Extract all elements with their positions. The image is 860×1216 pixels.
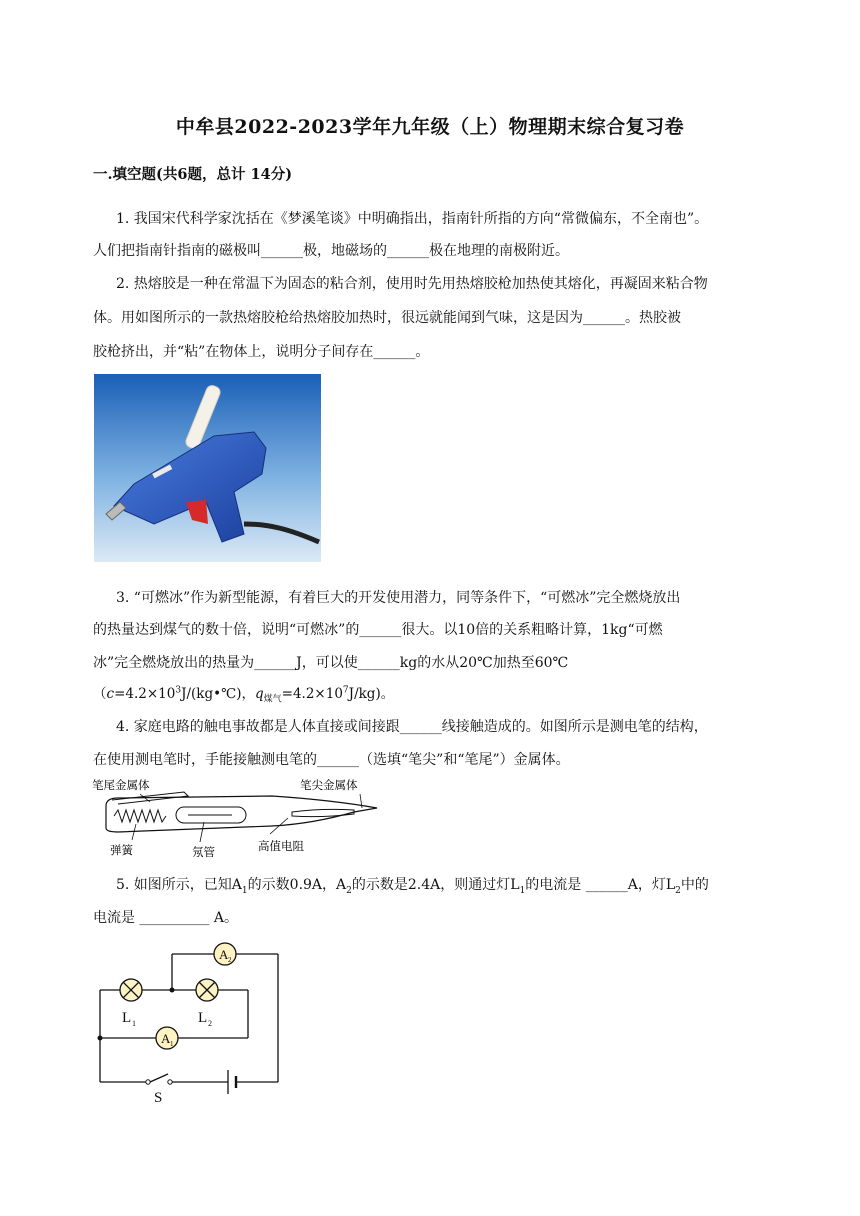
text-part: J/kg)。 (348, 686, 395, 702)
subscript: 2 (346, 885, 352, 896)
text-part: =4.2×10 (114, 686, 176, 702)
question-4-line-2: 在使用测电笔时，手能接触测电笔的______（选填“笔尖”和“笔尾”）金属体。 (93, 752, 570, 768)
text-part: J/(kg•℃)， (181, 686, 255, 702)
ammeter-a1-letter: A (161, 1031, 171, 1046)
switch-label: S (154, 1090, 163, 1106)
question-1-line-1: 1. 我国宋代科学家沈括在《梦溪笔谈》中明确指出，指南针所指的方向“常微偏东，不全南也”。 (116, 211, 709, 227)
question-2-line-1: 2. 热熔胶是一种在常温下为固态的粘合剂，使用时先用热熔胶枪加热使其熔化，再凝固来粘合物 (116, 276, 708, 292)
ammeter-a2-letter: A (219, 947, 229, 962)
question-1-line-2: 人们把指南针指南的磁极叫______极，地磁场的______极在地理的南极附近。 (93, 243, 569, 259)
glue-gun-photo (94, 374, 321, 562)
label-pen-tip: 笔尖金属体 (300, 778, 358, 792)
text-part: 的示数0.9A，A (247, 877, 347, 893)
question-5-line-2: 电流是 __________ A。 (93, 910, 239, 926)
text-part: =4.2×10 (281, 686, 343, 702)
ammeter-a1-number: 1 (170, 1040, 174, 1048)
page-title: 中牟县2022-2023学年九年级（上）物理期末综合复习卷 (175, 116, 685, 138)
question-3-line-2: 的热量达到煤气的数十倍，说明“可燃冰”的______很大。以10倍的关系粗略计算，1kg“可燃 (93, 622, 663, 638)
ammeter-a2-number: 2 (228, 956, 232, 964)
circuit-diagram (92, 936, 292, 1106)
lamp-l2-letter: L (198, 1010, 208, 1026)
text-part: 中的 (680, 877, 709, 893)
question-2-line-3: 胶枪挤出，并“粘”在物体上，说明分子间存在______。 (93, 344, 430, 360)
symbol-q: q (254, 686, 264, 702)
question-3-line-1: 3. “可燃冰”作为新型能源，有着巨大的开发使用潜力，同等条件下，“可燃冰”完全燃烧放出 (116, 590, 681, 606)
question-5-line-1 (116, 874, 709, 896)
lamp-l2-number: 2 (208, 1019, 212, 1028)
lamp-l1-letter: L (122, 1010, 132, 1026)
subscript: 煤气 (263, 694, 282, 705)
text-part: 的示数是2.4A，则通过灯L (351, 877, 520, 893)
subscript: 1 (519, 885, 526, 896)
test-pen-diagram (92, 776, 392, 862)
exponent: 7 (342, 685, 349, 696)
label-resistor: 高值电阻 (258, 839, 304, 853)
exponent: 3 (175, 685, 182, 696)
paren-open: （ (93, 686, 107, 702)
question-3-line-4 (93, 682, 394, 705)
text-part: 的电流是 ______A，灯L (525, 877, 676, 893)
section-heading-fill-in: 一.填空题(共6题，总计 14分) (93, 166, 293, 183)
label-spring: 弹簧 (110, 843, 133, 857)
label-neon-tube: 氖管 (192, 845, 215, 859)
symbol-c: c (106, 686, 115, 702)
label-pen-tail: 笔尾金属体 (92, 778, 150, 792)
question-4-line-1: 4. 家庭电路的触电事故都是人体直接或间接跟______线接触造成的。如图所示是测电笔的结构， (116, 719, 708, 735)
lamp-l1-number: 1 (132, 1019, 136, 1028)
question-2-line-2: 体。用如图所示的一款热熔胶枪给热熔胶加热时，很远就能闻到气味，这是因为______。热胶被 (93, 310, 681, 326)
question-3-line-3: 冰”完全燃烧放出的热量为______J，可以使______kg的水从20℃加热至60℃ (93, 655, 569, 671)
subscript: 1 (241, 885, 248, 896)
text-part: 5. 如图所示，已知A (116, 877, 242, 893)
subscript: 2 (675, 885, 681, 896)
